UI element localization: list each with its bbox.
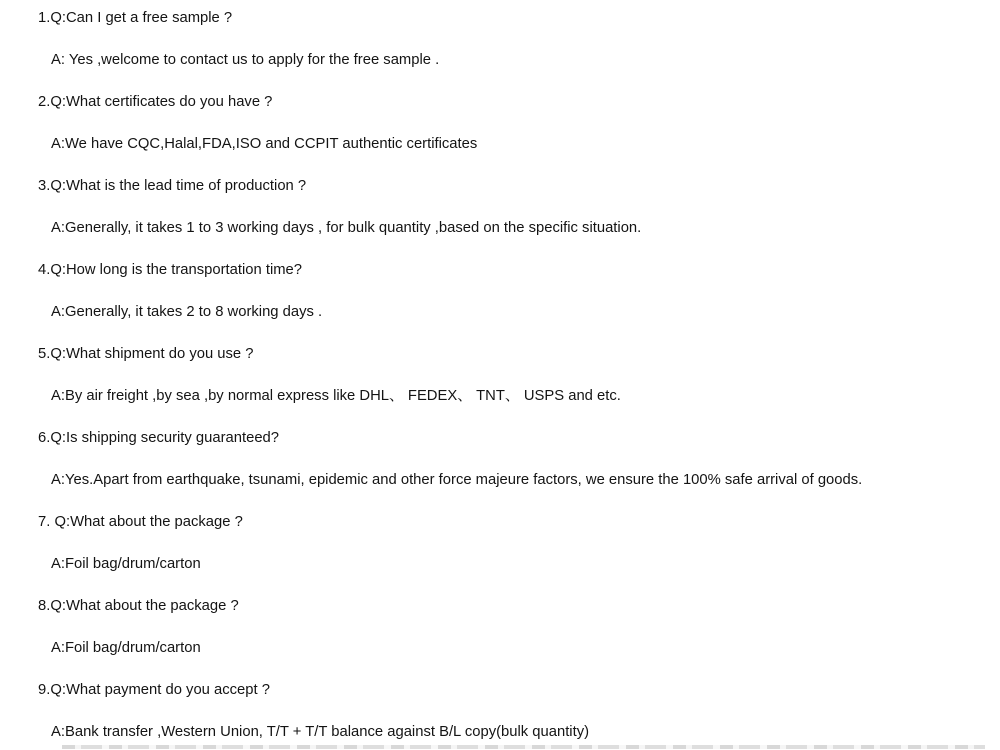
clipped-bottom-text-line (62, 745, 985, 749)
faq-question: 3.Q:What is the lead time of production ? (38, 178, 307, 194)
faq-question: 6.Q:Is shipping security guaranteed? (38, 430, 280, 446)
faq-question: 7. Q:What about the package ? (38, 514, 243, 530)
faq-question: 4.Q:How long is the transportation time? (38, 262, 303, 278)
faq-answer: A:Foil bag/drum/carton (51, 640, 201, 656)
faq-question: 9.Q:What payment do you accept ? (38, 682, 270, 698)
faq-answer: A:We have CQC,Halal,FDA,ISO and CCPIT authentic certificates (51, 136, 478, 152)
faq-answer: A:Foil bag/drum/carton (51, 556, 201, 572)
faq-question: 5.Q:What shipment do you use ? (38, 346, 254, 362)
faq-answer: A:Bank transfer ,Western Union, T/T + T/T balance against B/L copy(bulk quantity) (51, 724, 590, 740)
faq-question: 2.Q:What certificates do you have ? (38, 94, 273, 110)
faq-answer: A:Generally, it takes 1 to 3 working days , for bulk quantity ,based on the specific situation. (51, 220, 642, 236)
faq-answer: A:By air freight ,by sea ,by normal express like DHL、 FEDEX、 TNT、 USPS and etc. (51, 388, 621, 404)
faq-answer: A: Yes ,welcome to contact us to apply for the free sample . (51, 52, 440, 68)
faq-answer: A:Generally, it takes 2 to 8 working days . (51, 304, 323, 320)
faq-question: 1.Q:Can I get a free sample ? (38, 10, 233, 26)
faq-question: 8.Q:What about the package ? (38, 598, 239, 614)
faq-answer: A:Yes.Apart from earthquake, tsunami, epidemic and other force majeure factors, we ensure the 100% safe arrival of goods. (51, 472, 863, 488)
